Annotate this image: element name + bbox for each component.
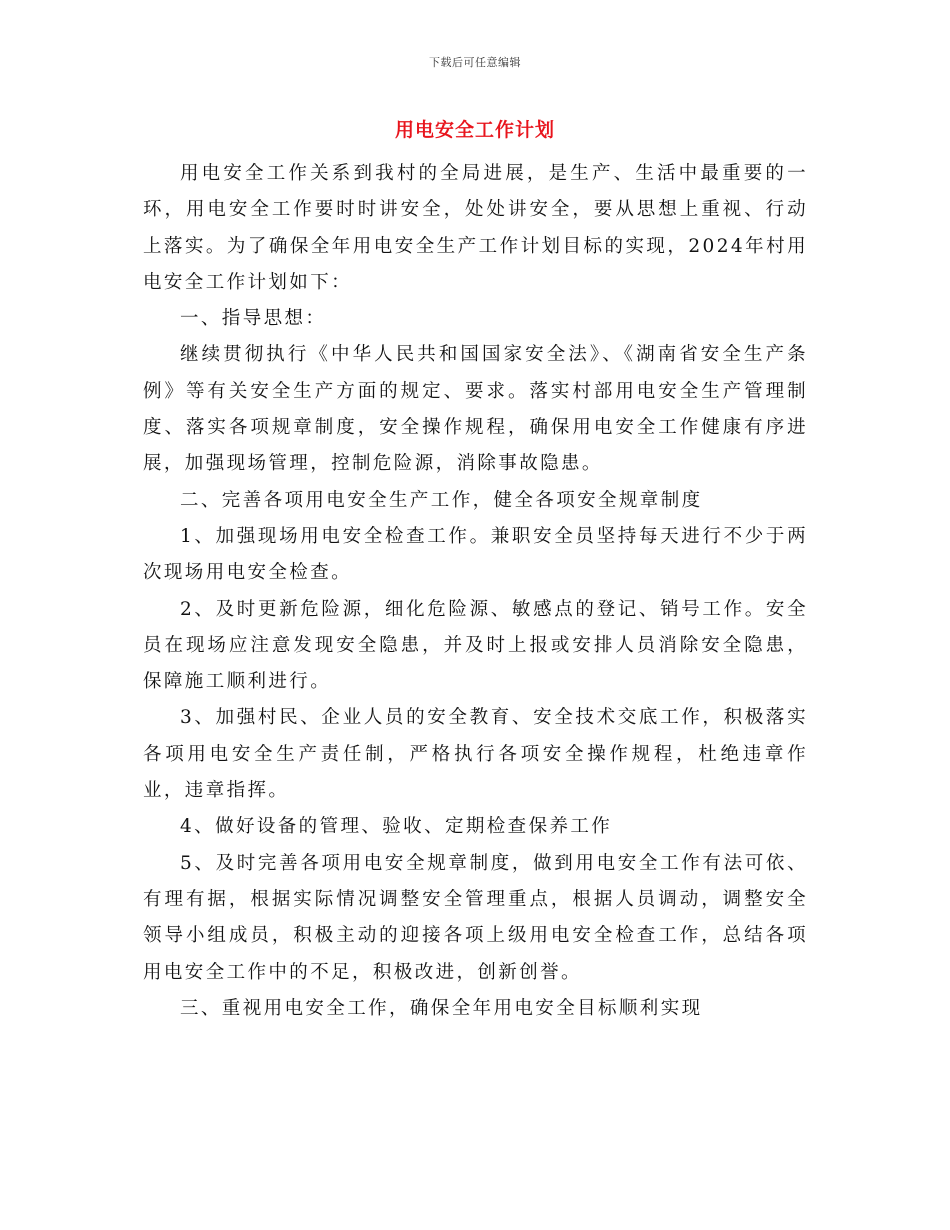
section-heading-safety-goal: 三、重视用电安全工作，确保全年用电安全目标顺利实现 [180,997,703,1019]
paragraph-guiding-thought: 继续贯彻执行《中华人民共和国国家安全法》、《湖南省安全生产条例》等有关安全生产方面的规定、要求。落实村部用电安全生产管理制度、落实各项规章制度，安全操作规程，确保用电安全工作健康有序进展，加强现场管理，控制危险源，消除事故隐患。 [143,344,808,475]
list-item-2: 2、及时更新危险源，细化危险源、敏感点的登记、销号工作。安全员在现场应注意发现安全隐患，并及时上报或安排人员消除安全隐患，保障施工顺利进行。 [143,598,808,693]
paragraph-intro: 用电安全工作关系到我村的全局进展，是生产、生活中最重要的一环，用电安全工作要时时讲安全，处处讲安全，要从思想上重视、行动上落实。为了确保全年用电安全生产工作计划目标的实现，2024年村用电安全工作计划如下： [143,163,808,293]
header-note: 下载后可任意编辑 [429,56,521,69]
list-item-1: 1、加强现场用电安全检查工作。兼职安全员坚持每天进行不少于两次现场用电安全检查。 [143,525,808,584]
document-body [143,156,808,1027]
list-item-3: 3、加强村民、企业人员的安全教育、安全技术交底工作，积极落实各项用电安全生产责任制，严格执行各项安全操作规程，杜绝违章作业，违章指挥。 [143,707,808,802]
list-item-5: 5、及时完善各项用电安全规章制度，做到用电安全工作有法可依、有理有据，根据实际情况调整安全管理重点，根据人员调动，调整安全领导小组成员，积极主动的迎接各项上级用电安全检查工作，总结各项用电安全工作中的不足，积极改进，创新创誉。 [143,852,808,983]
section-heading-guiding-thought: 一、指导思想： [180,308,327,330]
document-title: 用电安全工作计划 [394,119,555,141]
list-item-4: 4、做好设备的管理、验收、定期检查保养工作 [180,816,613,838]
section-heading-improve-work: 二、完善各项用电安全生产工作，健全各项安全规章制度 [180,489,703,511]
